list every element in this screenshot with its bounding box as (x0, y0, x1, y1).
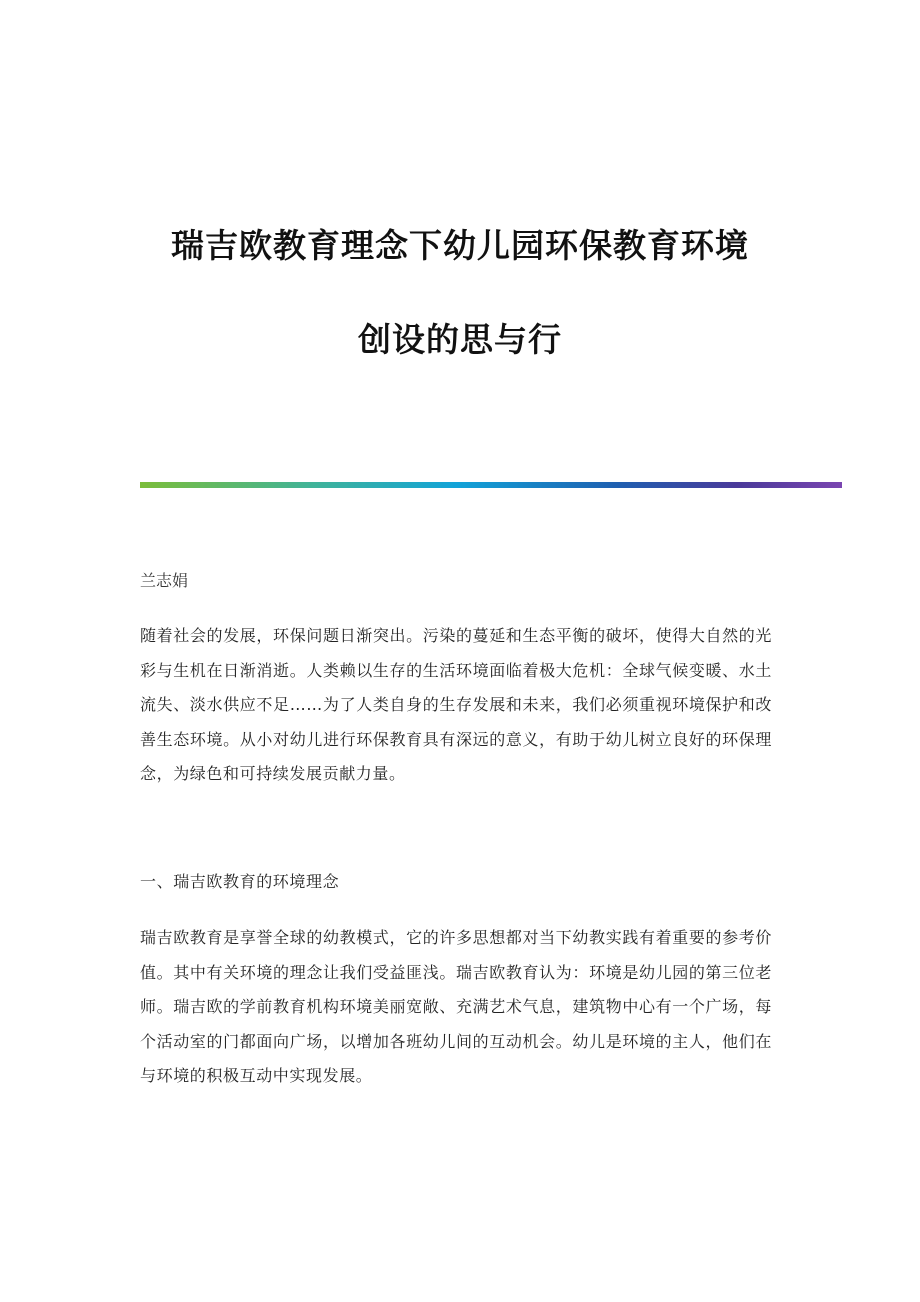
body-paragraph-intro: 随着社会的发展，环保问题日渐突出。污染的蔓延和生态平衡的破坏，使得大自然的光彩与生机在日渐消逝。人类赖以生存的生活环境面临着极大危机：全球气候变暖、水土流失、淡水供应不足……为了人类自身的生存发展和未来，我们必须重视环境保护和改善生态环境。从小对幼儿进行环保教育具有深远的意义，有助于幼儿树立良好的环保理念，为绿色和可持续发展贡献力量。 (140, 626, 772, 783)
author-name: 兰志娟 (140, 571, 189, 590)
section-heading-1: 一、瑞吉欧教育的环境理念 (140, 872, 340, 891)
body-paragraph-environment: 瑞吉欧教育是享誉全球的幼教模式，它的许多思想都对当下幼教实践有着重要的参考价值。其中有关环境的理念让我们受益匪浅。瑞吉欧教育认为：环境是幼儿园的第三位老师。瑞吉欧的学前教育机构环境美丽宽敞、充满艺术气息，建筑物中心有一个广场，每个活动室的门都面向广场，以增加各班幼儿间的互动机会。幼儿是环境的主人，他们在与环境的积极互动中实现发展。 (140, 928, 772, 1085)
title-divider (140, 482, 842, 488)
document-title-line-1: 瑞吉欧教育理念下幼儿园环保教育环境 (171, 226, 749, 265)
document-title-line-2: 创设的思与行 (358, 320, 562, 359)
